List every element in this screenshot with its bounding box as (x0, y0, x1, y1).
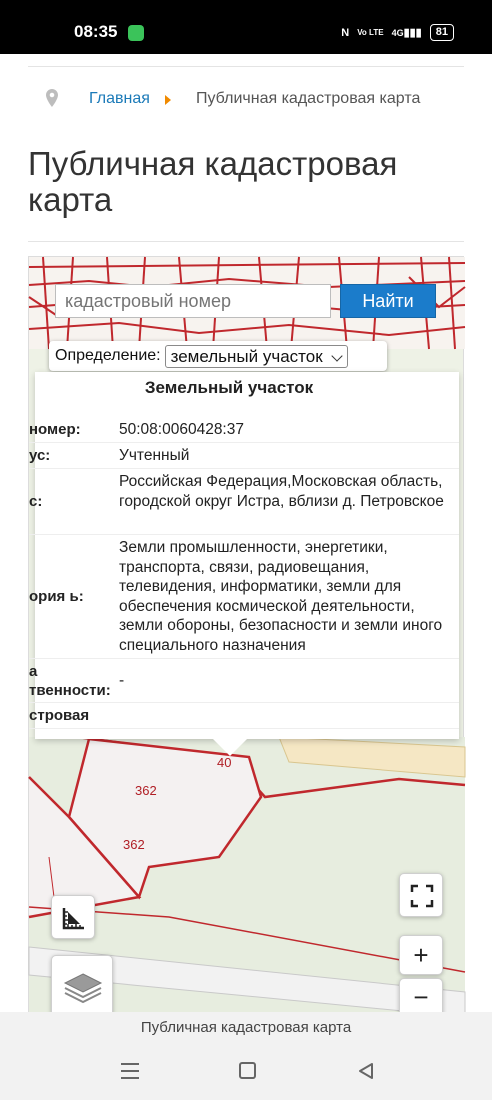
status-indicators (341, 24, 454, 41)
status-time: 08:35 (74, 22, 118, 41)
definition-row (49, 341, 387, 371)
parcel-label: 362 (135, 783, 157, 798)
signal-icon: 4G▮▮▮ (391, 27, 422, 39)
property-value: Земли промышленности, энергетики, транспорта, связи, радиовещания, телевидения, информатики, земли для обеспечения космической деятельности, земли обороны, безопасности и земли иного специального назначения (119, 539, 443, 654)
property-key: стровая (29, 707, 90, 724)
definition-label: Определение: (55, 347, 161, 364)
battery-icon: 81 (430, 24, 454, 41)
breadcrumb (28, 86, 464, 112)
chevron-down-icon (331, 350, 342, 361)
property-value: Российская Федерация,Московская область, городской округ Истра, вблизи д. Петровское (119, 473, 444, 510)
table-row (29, 659, 459, 703)
page-tab-title: Публичная кадастровая карта (140, 1019, 352, 1036)
popup-title: Земельный участок (144, 378, 314, 397)
definition-select[interactable] (165, 345, 348, 368)
property-value (119, 703, 459, 728)
property-key: с: (29, 493, 43, 510)
back-icon[interactable] (357, 1062, 375, 1080)
table-row (29, 443, 459, 469)
table-row (29, 535, 459, 659)
search-button[interactable]: Найти (340, 284, 436, 318)
fullscreen-button[interactable] (399, 873, 443, 917)
popup-pointer (213, 739, 247, 756)
breadcrumb-home-link[interactable]: Главная (89, 90, 150, 107)
breadcrumb-separator-icon (165, 95, 171, 105)
property-key: номер: (29, 421, 81, 438)
home-icon[interactable] (239, 1062, 256, 1079)
volte-icon: Vo LTE (357, 28, 384, 37)
ruler-icon (52, 896, 96, 940)
status-bar (0, 0, 492, 54)
zoom-in-button[interactable]: + (399, 935, 443, 975)
parcel-label: 362 (123, 837, 145, 852)
divider (28, 66, 464, 67)
property-table (29, 417, 459, 737)
table-row (29, 417, 459, 443)
property-value: - (119, 671, 125, 689)
cadastral-map[interactable] (28, 256, 464, 1016)
fullscreen-icon (400, 874, 444, 918)
measure-button[interactable] (51, 895, 95, 939)
layers-icon (52, 956, 114, 1018)
zoom-out-button[interactable]: − (399, 978, 443, 1018)
divider (28, 241, 464, 242)
browser-bottom-bar (0, 1012, 492, 1100)
breadcrumb-current: Публичная кадастровая карта (196, 90, 421, 107)
property-key: а твенности: (29, 662, 111, 699)
property-value: Учтенный (119, 447, 190, 464)
page-title: Публичная кадастровая карта (28, 145, 398, 218)
menu-icon[interactable] (120, 1062, 140, 1080)
layers-button[interactable] (51, 955, 113, 1017)
property-key: ория ь: (29, 588, 84, 605)
cadastral-number-input[interactable] (55, 284, 331, 318)
definition-selected-value: земельный участок (170, 346, 323, 366)
table-row (29, 703, 459, 729)
parcel-info-popup (29, 372, 459, 739)
message-app-icon (128, 25, 144, 41)
location-pin-icon (46, 89, 58, 107)
property-value: 50:08:0060428:37 (119, 421, 244, 438)
table-row (29, 469, 459, 535)
property-key: ус: (29, 447, 51, 464)
nfc-icon: N (341, 26, 350, 39)
parcel-label: 40 (217, 755, 232, 770)
